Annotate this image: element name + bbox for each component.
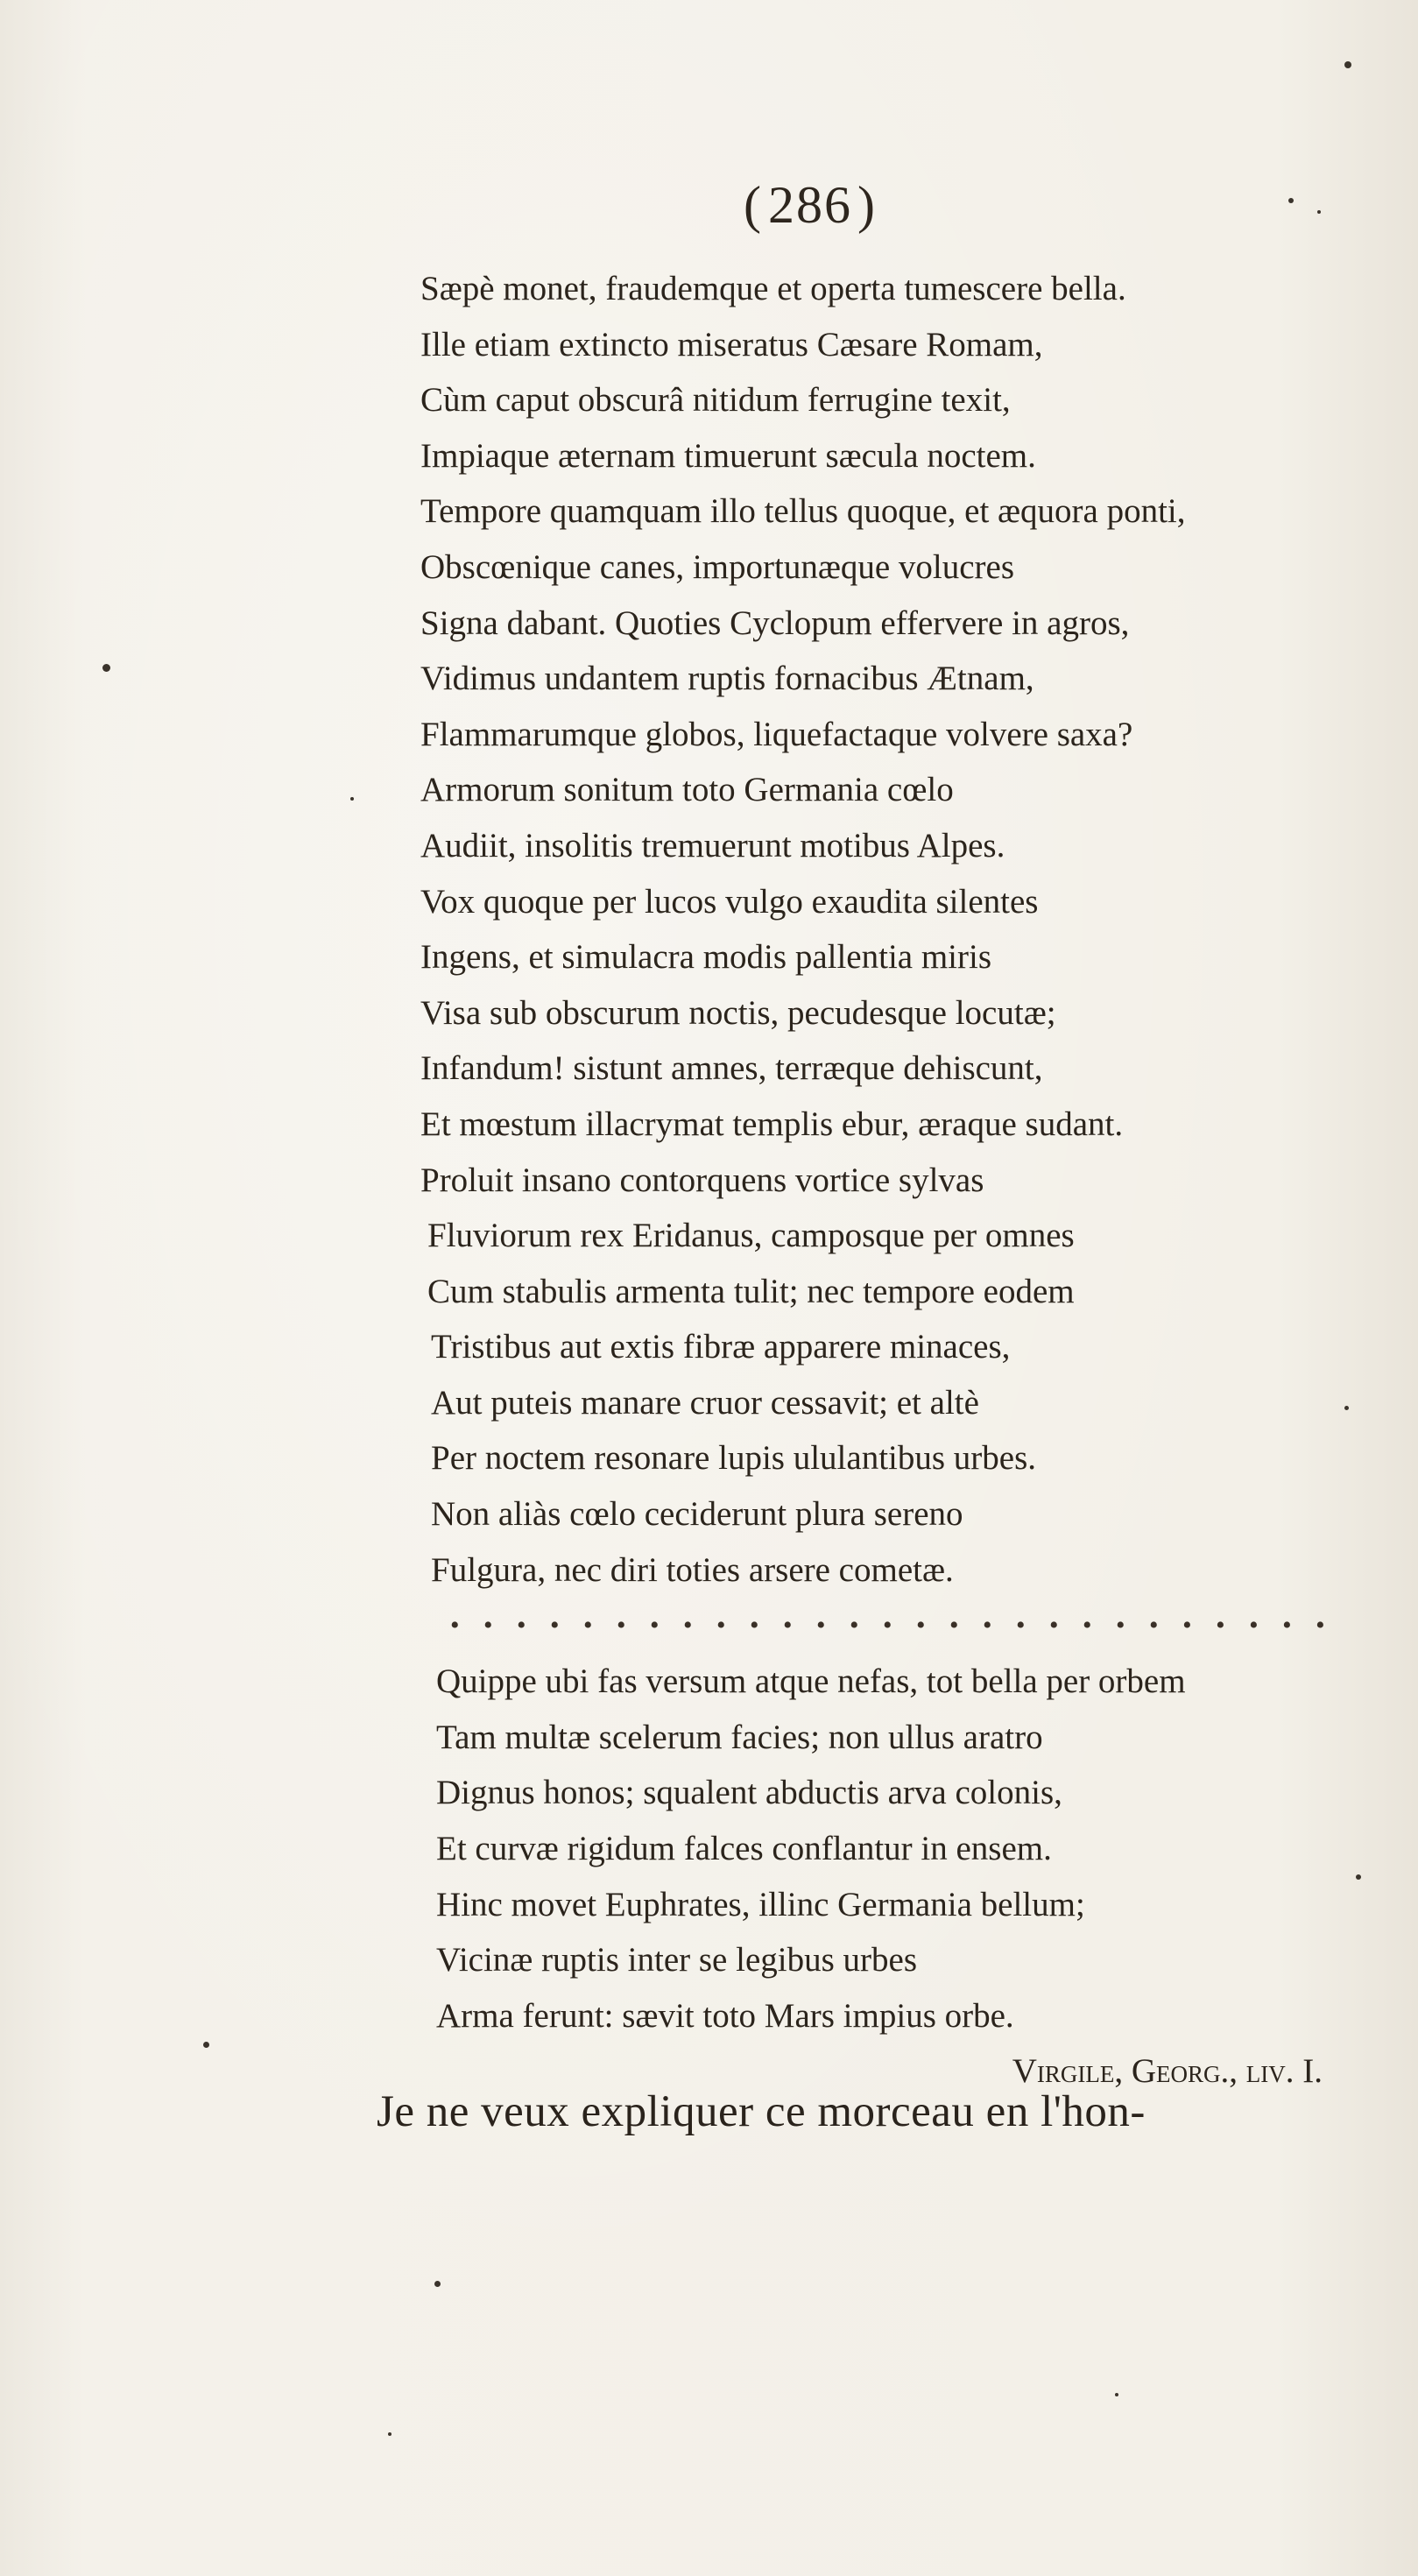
verse-line: Visa sub obscurum noctis, pecudesque locutæ; [420,993,1056,1032]
paper-speck [1344,1406,1349,1410]
verse-line: Audiit, insolitis tremuerunt motibus Alpes. [420,826,1005,865]
verse-line: Et mœstum illacrymat templis ebur, æraque sudant. [420,1105,1124,1143]
prose-line: Je ne veux expliquer ce morceau en l'hon- [377,2087,1146,2136]
latin-verse-block [420,261,1393,2100]
paper-speck [203,2042,209,2048]
verse-attribution: Virgile, Georg., liv. I. [1012,2052,1323,2091]
paper-speck [388,2432,392,2436]
verse-line: Obscœnique canes, importunæque volucres [420,547,1015,586]
verse-line: Vox quoque per lucos vulgo exaudita silentes [420,882,1039,921]
verse-line: Infandum! sistunt amnes, terræque dehiscunt, [420,1049,1043,1088]
verse-line: Tristibus aut extis fibræ apparere minaces, [431,1328,1011,1366]
paper-speck [102,664,110,672]
verse-line: Ingens, et simulacra modis pallentia miris [420,938,992,977]
verse-line: Vidimus undantem ruptis fornacibus Ætnam, [420,660,1034,698]
verse-line: Proluit insano contorquens vortice sylvas [420,1161,984,1199]
verse-line: Fulgura, nec diri toties arsere cometæ. [431,1550,954,1589]
verse-line: Tempore quamquam illo tellus quoque, et æquora ponti, [420,492,1186,531]
page-number-value: 286 [768,176,852,234]
ellipsis-row: • • • • • • • • • • • • • • • • • • • • • • • • • • • [450,1611,1334,1641]
paper-speck [1356,1874,1361,1880]
verse-line: Per noctem resonare lupis ululantibus urbes. [431,1439,1037,1478]
paper-speck [434,2281,441,2287]
verse-line: Fluviorum rex Eridanus, camposque per omnes [427,1217,1075,1255]
verse-line: Hinc movet Euphrates, illinc Germania bellum; [436,1885,1085,1923]
verse-line: Ille etiam extincto miseratus Cæsare Romam, [420,325,1043,363]
page-number: ( 286 ) [744,176,877,234]
verse-line: Et curvæ rigidum falces conflantur in ensem. [436,1830,1052,1868]
verse-line: Non aliàs cœlo ceciderunt plura sereno [431,1495,963,1534]
verse-line: Cùm caput obscurâ nitidum ferrugine texit, [420,381,1011,420]
verse-line: Impiaque æternam timuerunt sæcula noctem. [420,436,1036,475]
verse-line: Sæpè monet, fraudemque et operta tumescere bella. [420,270,1126,307]
paper-speck [1115,2393,1118,2396]
verse-line: Flammarumque globos, liquefactaque volvere saxa? [420,715,1133,753]
verse-line: Armorum sonitum toto Germania cœlo [420,771,954,809]
verse-line: Tam multæ scelerum facies; non ullus aratro [436,1718,1043,1756]
verse-line: Vicinæ ruptis inter se legibus urbes [436,1941,917,1980]
verse-line: Dignus honos; squalent abductis arva colonis, [436,1774,1062,1812]
paper-speck [1317,210,1321,214]
verse-line: Cum stabulis armenta tulit; nec tempore eodem [427,1272,1075,1310]
paper-speck [1344,61,1351,68]
paper-speck [1288,198,1294,203]
verse-line: Aut puteis manare cruor cessavit; et altè [431,1383,979,1422]
verse-line: Quippe ubi fas versum atque nefas, tot bella per orbem [436,1662,1186,1701]
verse-line: Signa dabant. Quoties Cyclopum effervere in agros, [420,603,1130,642]
verse-line: Arma ferunt: sævit toto Mars impius orbe. [436,1996,1014,2035]
paper-speck [350,797,354,801]
